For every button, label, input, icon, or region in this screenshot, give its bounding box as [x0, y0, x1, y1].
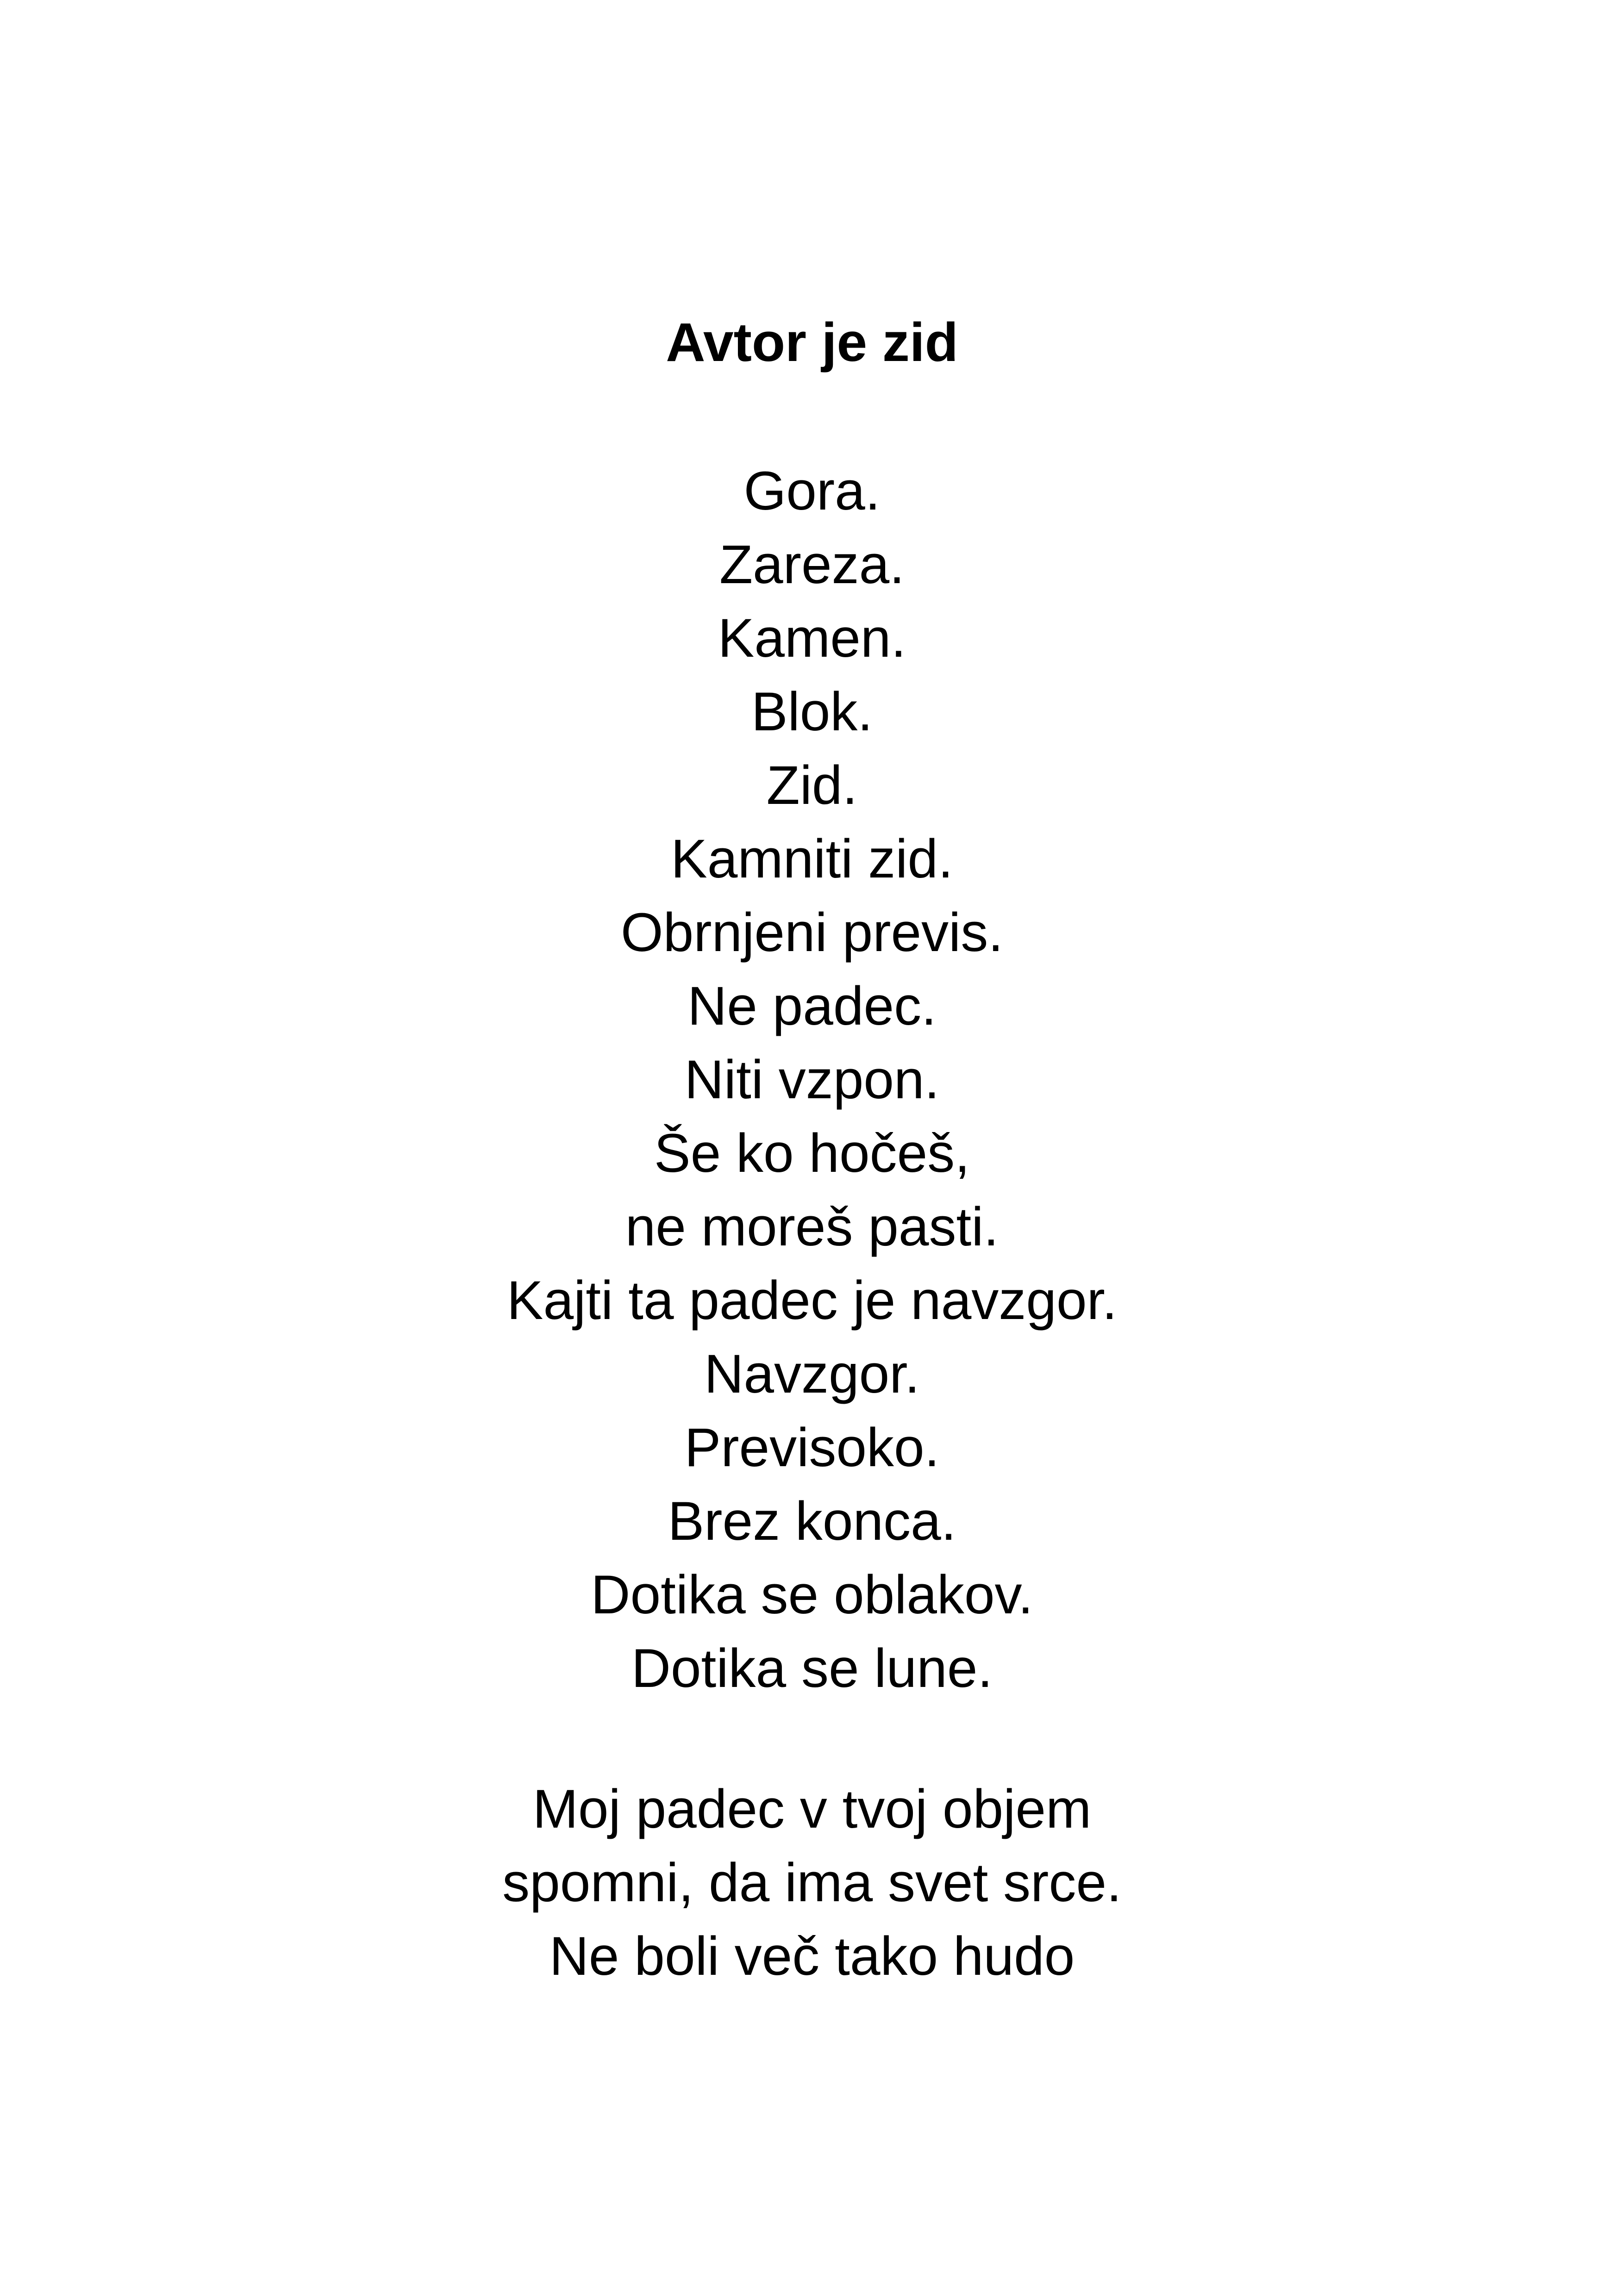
- poem-line: Zareza.: [719, 534, 905, 595]
- poem-line: Obrnjeni previs.: [620, 902, 1004, 963]
- poem-line: Previsoko.: [684, 1417, 940, 1478]
- poem-title: Avtor je zid: [666, 312, 958, 373]
- stanza-1: [0, 454, 1624, 1705]
- poem-line: Brez konca.: [668, 1491, 956, 1552]
- poem-line: Blok.: [751, 681, 873, 742]
- poem-line: Gora.: [743, 460, 881, 522]
- poem-line: spomni, da ima svet srce.: [502, 1852, 1122, 1913]
- poem-line: Dotika se oblakov.: [591, 1564, 1033, 1625]
- poem-line: Dotika se lune.: [631, 1638, 993, 1699]
- poem-line: Še ko hočeš,: [654, 1123, 970, 1184]
- poem-line: Zid.: [766, 755, 858, 816]
- poem-line: Navzgor.: [704, 1344, 920, 1405]
- poem-line: Ne boli več tako hudo: [549, 1926, 1075, 1987]
- poem-line: Moj padec v tvoj objem: [532, 1779, 1092, 1840]
- poem-line: Kamniti zid.: [671, 828, 953, 890]
- stanza-2: [0, 1773, 1624, 1993]
- poem-line: Kajti ta padec je navzgor.: [506, 1270, 1118, 1331]
- poem-line: Ne padec.: [687, 976, 937, 1037]
- poem-line: Kamen.: [718, 608, 906, 669]
- poem-line: Niti vzpon.: [684, 1049, 940, 1110]
- poem-line: ne moreš pasti.: [625, 1196, 999, 1257]
